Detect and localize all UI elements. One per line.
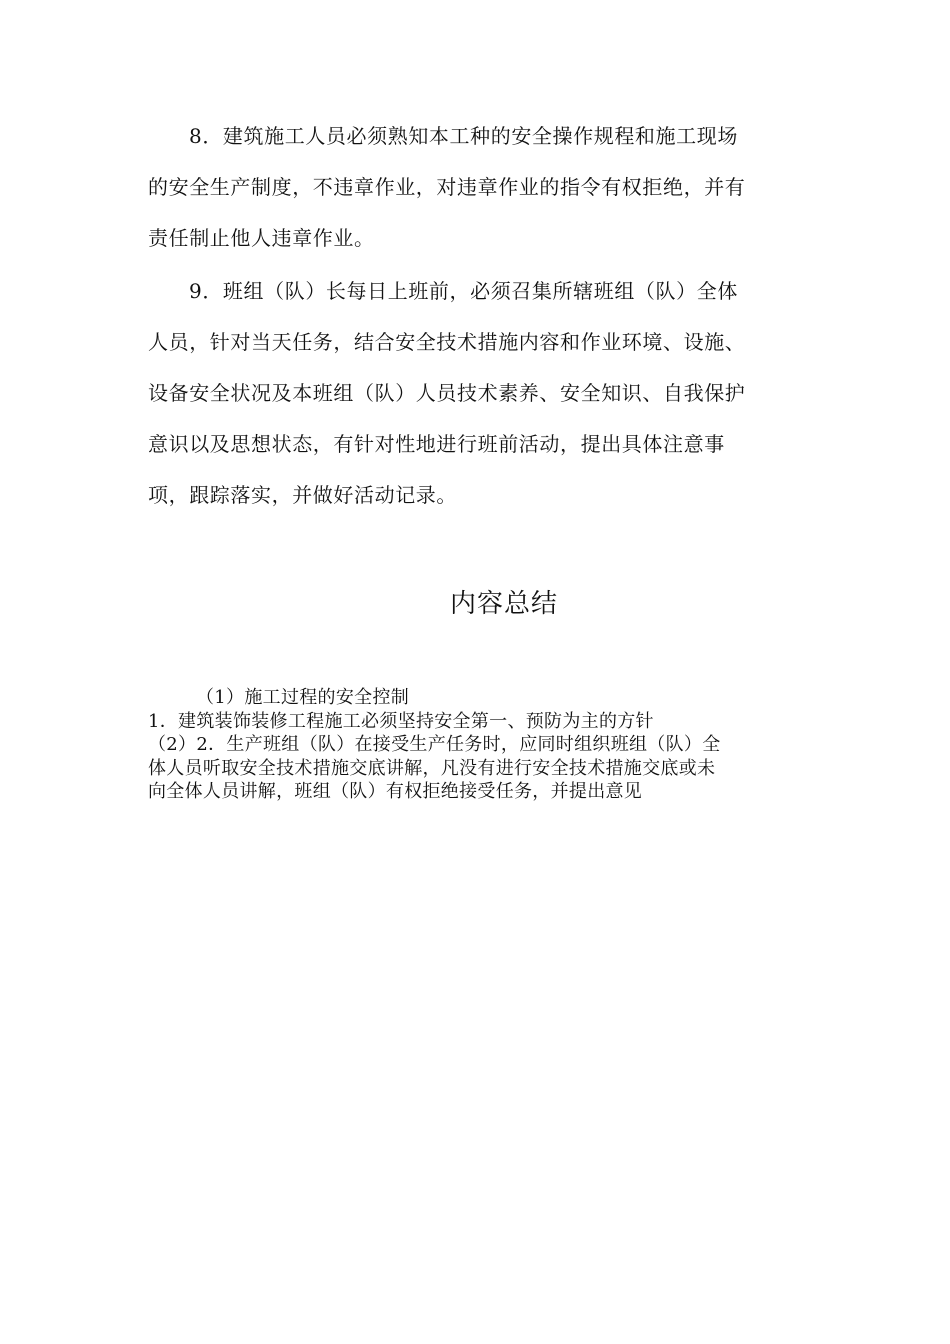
paragraph-line: 人员，针对当天任务，结合安全技术措施内容和作业环境、设施、 [148,330,746,354]
summary-line: （1）施工过程的安全控制 [196,687,410,708]
paragraph-line: 责任制止他人违章作业。 [148,226,375,250]
paragraph-line: 9．班组（队）长每日上班前，必须召集所辖班组（队）全体 [189,279,738,303]
paragraph-line: 8．建筑施工人员必须熟知本工种的安全操作规程和施工现场 [189,124,738,148]
paragraph-line: 设备安全状况及本班组（队）人员技术素养、安全知识、自我保护 [148,381,746,405]
summary-line: 体人员听取安全技术措施交底讲解，凡没有进行安全技术措施交底或未 [148,757,716,779]
summary-body [148,686,808,804]
paragraph-9 [148,266,800,521]
summary-line: （2）2．生产班组（队）在接受生产任务时，应同时组织班组（队）全 [148,734,721,755]
summary-heading: 内容总结 [449,589,558,619]
paragraph-8 [148,111,800,264]
summary-line: 向全体人员讲解，班组（队）有权拒绝接受任务，并提出意见 [148,781,643,802]
paragraph-line: 的安全生产制度，不违章作业，对违章作业的指令有权拒绝，并有 [148,175,746,199]
paragraph-line: 意识以及思想状态，有针对性地进行班前活动，提出具体注意事 [148,432,725,456]
summary-line: 1．建筑装饰装修工程施工必须坚持安全第一、预防为主的方针 [148,710,654,732]
paragraph-line: 项，跟踪落实，并做好活动记录。 [148,483,457,507]
